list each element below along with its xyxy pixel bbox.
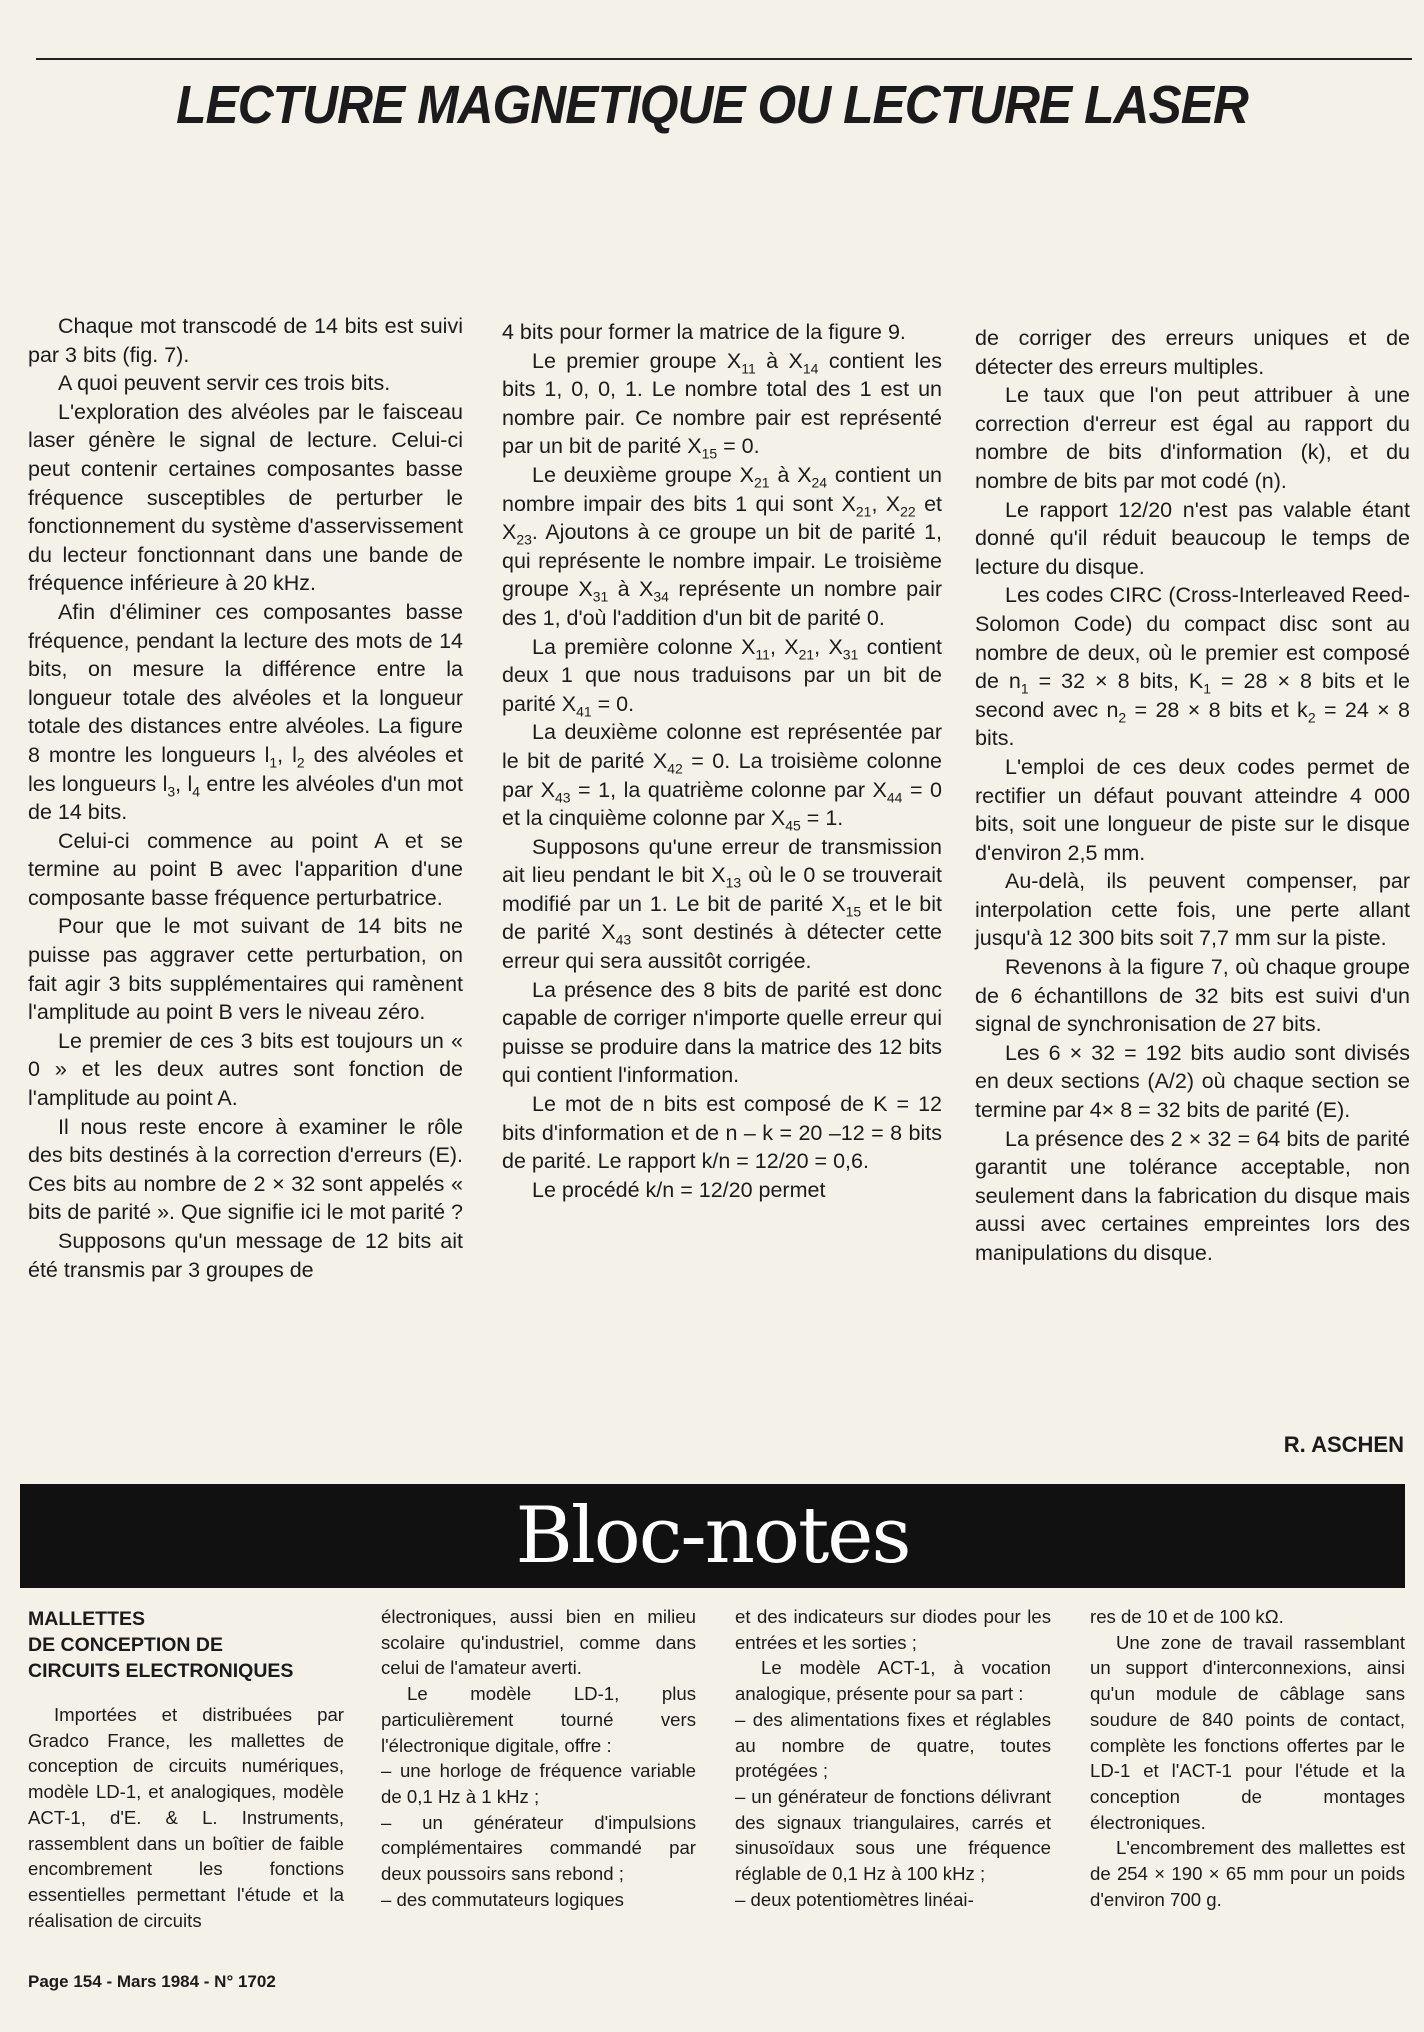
text-run: et X bbox=[502, 491, 943, 545]
text-run: . Ajoutons à ce groupe un bit de parité 1, qui représente le nombre impair. Le troisième groupe X bbox=[502, 520, 942, 602]
author-signature: R. ASCHEN bbox=[1283, 1432, 1404, 1457]
text-run: = 1, la quatrième colonne par X bbox=[570, 777, 887, 802]
subscript: 44 bbox=[886, 788, 903, 805]
text-run: à X bbox=[769, 462, 812, 487]
top-rule bbox=[36, 58, 1412, 60]
text-run: Le premier groupe X bbox=[532, 348, 742, 373]
subscript: 31 bbox=[842, 645, 859, 662]
text-run: = 28 × 8 bits et le second avec n bbox=[975, 669, 1410, 722]
subscript: 43 bbox=[615, 931, 632, 948]
subscript: 45 bbox=[785, 817, 801, 834]
text-run: La première colonne X bbox=[532, 634, 756, 659]
text-run: contient les bits 1, 0, 0, 1. Le nombre total des 1 est un nombre pair. Ce nombre pair est représenté par un bit de parité X bbox=[502, 348, 942, 459]
paragraph: électroniques, aussi bien en milieu scolaire qu'industriel, comme dans celui de l'amateur averti. bbox=[381, 1606, 696, 1679]
paragraph: La présence des 2 × 32 = 64 bits de parité garantit une tolérance acceptable, non seulement dans la fabrication du disque mais aussi avec certaines empreintes lors des manipulations du disque. bbox=[975, 1126, 1410, 1265]
subscript: 4 bbox=[192, 782, 201, 799]
page-footer: Page 154 - Mars 1984 - N° 1702 bbox=[28, 1972, 276, 1991]
bloc-title-line: DE CONCEPTION DE bbox=[28, 1634, 224, 1656]
list-item: – des commutateurs logiques bbox=[381, 1888, 624, 1910]
article-column-1 bbox=[28, 312, 463, 1284]
paragraph: 4 bits pour former la matrice de la figure 9. bbox=[502, 320, 906, 344]
subscript: 43 bbox=[554, 788, 571, 805]
paragraph bbox=[502, 347, 942, 461]
subscript: 2 bbox=[296, 754, 305, 771]
article-column-3 bbox=[975, 324, 1410, 1268]
subscript: 11 bbox=[755, 645, 770, 662]
subscript: 1 bbox=[1020, 680, 1029, 697]
paragraph: et des indicateurs sur diodes pour les entrées et les sorties ; bbox=[735, 1606, 1051, 1653]
bloc-column-4 bbox=[1090, 1604, 1405, 1912]
text-run: = 0. La troisième colonne par X bbox=[502, 748, 942, 802]
text-run: , X bbox=[814, 634, 843, 659]
subscript: 21 bbox=[798, 645, 815, 662]
text-run: , X bbox=[871, 491, 901, 516]
list-item: – une horloge de fréquence variable de 0,1 Hz à 1 kHz ; bbox=[381, 1760, 696, 1807]
paragraph: Il nous reste encore à examiner le rôle des bits destinés à la correction d'erreurs (E). Ces bits au nombre de 2 × 32 sont appelés « bits de parité ». Que signifie ici le mot parité ? bbox=[28, 1114, 463, 1225]
paragraph: L'encombrement des mallettes est de 254 × 190 × 65 mm pour un poids d'environ 700 g. bbox=[1090, 1837, 1405, 1910]
paragraph: Le premier de ces 3 bits est toujours un « 0 » et les deux autres sont fonction de l'amplitude au point A. bbox=[28, 1028, 463, 1111]
text-run: = 0. bbox=[717, 434, 760, 459]
text-run: Le deuxième groupe X bbox=[532, 462, 754, 487]
text-run: , l bbox=[175, 771, 193, 796]
paragraph: Le taux que l'on peut attribuer à une correction d'erreur est égal au rapport du nombre de bits d'information (k), et du nombre de bits par mot codé (n). bbox=[975, 383, 1410, 493]
paragraph: Revenons à la figure 7, où chaque groupe de 6 échantillons de 32 bits est suivi d'un signal de synchronisation de 27 bits. bbox=[975, 955, 1410, 1037]
bloc-notes-banner: Bloc-notes bbox=[20, 1484, 1405, 1588]
subscript: 11 bbox=[741, 359, 756, 376]
subscript: 41 bbox=[576, 703, 592, 720]
paragraph bbox=[28, 598, 463, 827]
paragraph: L'exploration des alvéoles par le faisceau laser génère le signal de lecture. Celui-ci peut contenir certaines composantes basse fréquence susceptibles de perturber le fonctionnement du système d'asservissement du lecteur fonctionnant dans une bande de fréquence inférieure à 20 kHz. bbox=[28, 399, 463, 596]
text-run: entre les alvéoles d'un mot de 14 bits. bbox=[28, 771, 463, 825]
subscript: 13 bbox=[725, 874, 742, 891]
list-item: – des alimentations fixes et réglables au nombre de quatre, toutes protégées ; bbox=[735, 1708, 1051, 1782]
list-item: – un générateur d'impulsions complémentaires commandé par deux poussoirs sans rebond ; bbox=[381, 1811, 696, 1885]
text-run: sont destinés à détecter cette erreur qui sera aussitôt corrigée. bbox=[502, 920, 942, 974]
paragraph bbox=[502, 833, 942, 976]
text-run: représente un nombre pair des 1, d'où l'addition d'un bit de parité 0. bbox=[502, 577, 943, 630]
text-run: où le 0 se trouverait modifié par un 1. Le bit de parité X bbox=[502, 863, 942, 916]
subscript: 24 bbox=[811, 474, 828, 491]
paragraph bbox=[502, 633, 942, 719]
paragraph: L'emploi de ces deux codes permet de rectifier un défaut pouvant atteindre 4 000 bits, soit une longueur de piste sur le disque d'environ 2,5 mm. bbox=[975, 754, 1410, 865]
paragraph: Le rapport 12/20 n'est pas valable étant donné qu'il réduit beaucoup le temps de lecture du disque. bbox=[975, 497, 1410, 579]
bloc-column-2 bbox=[381, 1604, 696, 1912]
bloc-column-3 bbox=[735, 1604, 1051, 1912]
list-item: – deux potentiomètres linéai- bbox=[735, 1888, 974, 1910]
paragraph: Le procédé k/n = 12/20 permet bbox=[532, 1177, 826, 1202]
text-run: contient un nombre impair des bits 1 qui sont X bbox=[502, 462, 942, 516]
subscript: 21 bbox=[855, 502, 872, 519]
text-run: , l bbox=[277, 742, 297, 767]
paragraph: Importées et distribuées par Gradco France, les mallettes de conception de circuits numériques, modèle LD-1, et analogiques, modèle ACT-1, d'E. & L. Instruments, rassemblent dans un boîtier de faible encombrement les fonctions essentielles permettant l'étude et la réalisation de circuits bbox=[28, 1704, 344, 1931]
subscript: 21 bbox=[753, 474, 770, 491]
bloc-title-line: MALLETTES bbox=[28, 1608, 145, 1630]
bloc-title-line: CIRCUITS ELECTRONIQUES bbox=[28, 1660, 294, 1682]
paragraph: Le modèle ACT-1, à vocation analogique, présente pour sa part : bbox=[735, 1657, 1051, 1705]
subscript: 34 bbox=[653, 588, 669, 605]
subscript: 42 bbox=[667, 760, 683, 777]
bloc-column-1 bbox=[28, 1606, 344, 1933]
text-run: et le bit de parité X bbox=[502, 891, 942, 945]
text-run: à X bbox=[608, 577, 654, 602]
paragraph: Les 6 × 32 = 192 bits audio sont divisés en deux sections (A/2) où chaque section se termine par 4× 8 = 32 bits de parité (E). bbox=[975, 1040, 1410, 1123]
subscript: 14 bbox=[802, 359, 819, 376]
subscript: 3 bbox=[167, 782, 176, 799]
text-run: à X bbox=[755, 348, 803, 373]
subscript: 15 bbox=[701, 445, 718, 462]
text-run: = 28 × 8 bits et k bbox=[1126, 697, 1308, 722]
subscript: 23 bbox=[516, 531, 532, 548]
text-run: = 0. bbox=[591, 691, 635, 716]
text-run: , X bbox=[769, 634, 799, 659]
subscript: 2 bbox=[1307, 709, 1316, 726]
paragraph: La présence des 8 bits de parité est donc capable de corriger n'importe quelle erreur qui puisse se produire dans la matrice des 12 bits qui contient l'information. bbox=[502, 977, 942, 1088]
paragraph bbox=[975, 581, 1410, 753]
text-run: des alvéoles et les longueurs l bbox=[28, 742, 463, 796]
paragraph: Le mot de n bits est composé de K = 12 bits d'information et de n – k = 20 –12 = 8 bits de parité. Le rapport k/n = 12/20 = 0,6. bbox=[502, 1092, 942, 1174]
subscript: 31 bbox=[592, 588, 609, 605]
paragraph: de corriger des erreurs uniques et de détecter des erreurs multiples. bbox=[975, 326, 1410, 379]
paragraph: A quoi peuvent servir ces trois bits. bbox=[58, 371, 391, 396]
article-column-2 bbox=[502, 318, 942, 1204]
subscript: 1 bbox=[269, 754, 278, 771]
paragraph: Au-delà, ils peuvent compenser, par interpolation cette fois, une perte allant jusqu'à 12 300 bits soit 7,7 mm sur la piste. bbox=[975, 869, 1410, 951]
paragraph: Chaque mot transcodé de 14 bits est suivi par 3 bits (fig. 7). bbox=[28, 314, 463, 367]
list-item: – un générateur de fonctions délivrant des signaux triangulaires, carrés et sinusoïdaux sous une fréquence réglable de 0,1 Hz à 100 kHz ; bbox=[735, 1785, 1051, 1885]
text-run: Les codes CIRC (Cross-Interleaved Reed-Solomon Code) du compact disc sont au nombre de deux, où le premier est composé de n bbox=[975, 583, 1410, 694]
bloc-title bbox=[28, 1606, 344, 1684]
subscript: 1 bbox=[1203, 680, 1212, 697]
paragraph: Une zone de travail rassemblant un support d'interconnexions, ainsi qu'un module de câblage sans soudure de 840 points de contact, complète les fonctions offertes par le LD-1 et l'ACT-1 pour l'étude et la conception de montages électroniques. bbox=[1090, 1631, 1405, 1833]
paragraph bbox=[502, 718, 942, 832]
text-run: contient deux 1 que nous traduisons par un bit de parité X bbox=[502, 634, 942, 716]
subscript: 2 bbox=[1118, 709, 1127, 726]
article-title: LECTURE MAGNETIQUE OU LECTURE LASER bbox=[176, 75, 1248, 135]
text-run: = 0 et la cinquième colonne par X bbox=[502, 777, 943, 831]
subscript: 22 bbox=[900, 502, 916, 519]
paragraph: res de 10 et de 100 kΩ. bbox=[1090, 1606, 1284, 1627]
subscript: 15 bbox=[845, 903, 862, 920]
text-run: = 24 × 8 bits. bbox=[975, 697, 1410, 751]
text-run: = 1. bbox=[800, 806, 844, 831]
text-run: La deuxième colonne est représentée par le bit de parité X bbox=[502, 720, 942, 773]
text-run: = 32 × 8 bits, K bbox=[1028, 669, 1204, 694]
paragraph bbox=[502, 461, 942, 633]
paragraph: Supposons qu'un message de 12 bits ait été transmis par 3 groupes de bbox=[28, 1229, 463, 1282]
paragraph: Celui-ci commence au point A et se termine au point B avec l'apparition d'une composante basse fréquence perturbatrice. bbox=[28, 828, 463, 910]
paragraph: Pour que le mot suivant de 14 bits ne puisse pas aggraver cette perturbation, on fait agir 3 bits supplémentaires qui ramènent l'amplitude au point B vers le niveau zéro. bbox=[28, 914, 463, 1025]
text-run: Afin d'éliminer ces composantes basse fréquence, pendant la lecture des mots de 14 bits, on mesure la différence entre la longueur totale des alvéoles et la longueur totale des distances entre alvéoles. La figure 8 montre les longueurs l bbox=[28, 599, 463, 767]
paragraph: Le modèle LD-1, plus particulièrement tourné vers l'électronique digitale, offre : bbox=[381, 1683, 696, 1756]
text-run: Supposons qu'une erreur de transmission ait lieu pendant le bit X bbox=[502, 834, 942, 888]
